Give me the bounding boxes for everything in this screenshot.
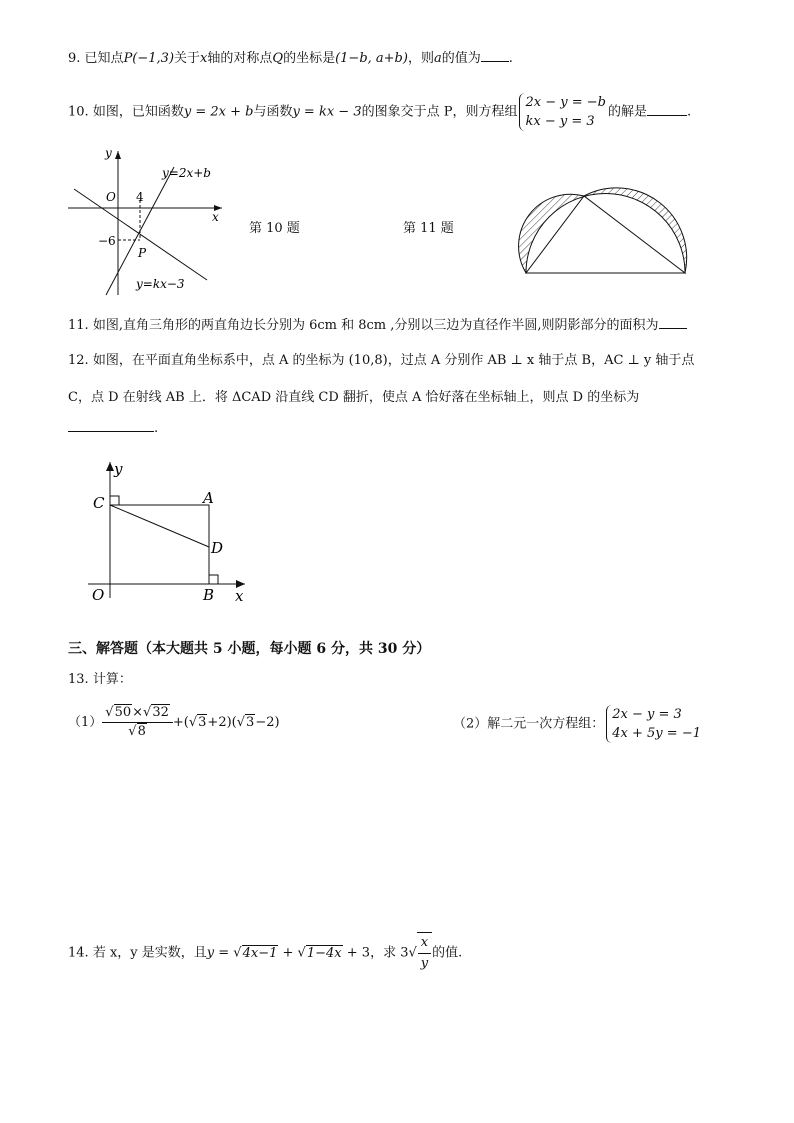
- q12-number: 12.: [68, 353, 89, 368]
- tick-y-label: −6: [98, 234, 116, 248]
- answer-blank-q11[interactable]: [659, 328, 687, 329]
- question-10: 10. 如图，已知函数y = 2x + b与函数y = kx − 3的图象交于点 P，则方程组 2x − y = −b kx − y = 3 的解是 .: [68, 95, 692, 129]
- figure-10-caption: 第 10 题: [249, 221, 300, 236]
- q12-coordinate-figure: [80, 458, 255, 608]
- line-y-2x-b: [106, 167, 174, 295]
- origin-label: O: [92, 586, 105, 604]
- origin-label: O: [106, 190, 116, 204]
- y-axis-label: y: [114, 460, 123, 478]
- answer-blank-q10[interactable]: [647, 115, 687, 116]
- rectangle-oabc: [110, 505, 209, 584]
- line2-label: y=kx−3: [136, 277, 185, 291]
- label-c: C: [93, 494, 105, 512]
- question-11: 11. 如图,直角三角形的两直角边长分别为 6cm 和 8cm ,分别以三边为直径作半圆,则阴影部分的面积为: [68, 317, 687, 335]
- question-14: 14. 若 x，y 是实数，且y = √4x−1 + √1−4x + 3，求 3√ $\frac{x}{y}$ 的值.: [68, 932, 462, 974]
- question-12-line3: .: [68, 420, 158, 438]
- q10-function-graph: [62, 145, 232, 300]
- q13-part1: （1） $\frac{√50\times√32}{√8}$ +(√3+2)(√3−2): [68, 705, 280, 739]
- q9-number: 9.: [68, 51, 81, 66]
- right-angle-mark-c: [110, 496, 119, 505]
- question-12-line2: C，点 D 在射线 AB 上．将 ΔCAD 沿直线 CD 翻折，使点 A 恰好落在坐标轴上，则点 D 的坐标为: [68, 390, 640, 405]
- label-d: D: [211, 539, 224, 557]
- q11-semicircle-figure: [502, 165, 702, 280]
- q11-number: 11.: [68, 318, 89, 333]
- x-axis-label: x: [212, 210, 219, 224]
- answer-blank-q9[interactable]: [481, 61, 509, 62]
- label-a: A: [203, 489, 214, 507]
- y-axis-label: y: [105, 146, 112, 160]
- figure-11-caption: 第 11 题: [403, 221, 454, 236]
- question-13: 13. 计算：: [68, 672, 132, 687]
- point-p-label: P: [138, 246, 147, 260]
- answer-blank-q12[interactable]: [68, 431, 154, 432]
- y-axis-arrow: [106, 462, 114, 471]
- q10-number: 10.: [68, 104, 89, 120]
- line1-label: y=2x+b: [162, 166, 211, 180]
- q13-part2: （2）解二元一次方程组： 2x − y = 3 4x + 5y = −1: [453, 707, 701, 741]
- segment-cd: [110, 505, 209, 547]
- right-angle-mark-b: [209, 575, 218, 584]
- label-b: B: [203, 586, 215, 604]
- tick-x-label: 4: [136, 190, 144, 204]
- q14-number: 14.: [68, 945, 89, 961]
- x-axis-label: x: [235, 587, 244, 605]
- equation-system-q10: 2x − y = −b kx − y = 3: [519, 93, 605, 131]
- q13-number: 13.: [68, 672, 89, 687]
- question-9: 9. 已知点P(−1,3)关于x轴的对称点Q的坐标是(1−b, a+b)，则a的值为 .: [68, 51, 513, 66]
- y-axis-arrow: [115, 151, 121, 159]
- q13-fraction: $\frac{√50\times√32}{√8}$: [102, 704, 173, 741]
- question-12-line1: 12. 如图，在平面直角坐标系中，点 A 的坐标为 (10,8)，过点 A 分别作 AB ⊥ x 轴于点 B，AC ⊥ y 轴于点: [68, 353, 695, 368]
- q14-radical-fraction: $\frac{x}{y}$: [417, 932, 432, 974]
- section-title: 三、解答题（本大题共 5 小题，每小题 6 分，共 30 分）: [68, 641, 431, 657]
- equation-system-q13: 2x − y = 3 4x + 5y = −1: [606, 705, 701, 743]
